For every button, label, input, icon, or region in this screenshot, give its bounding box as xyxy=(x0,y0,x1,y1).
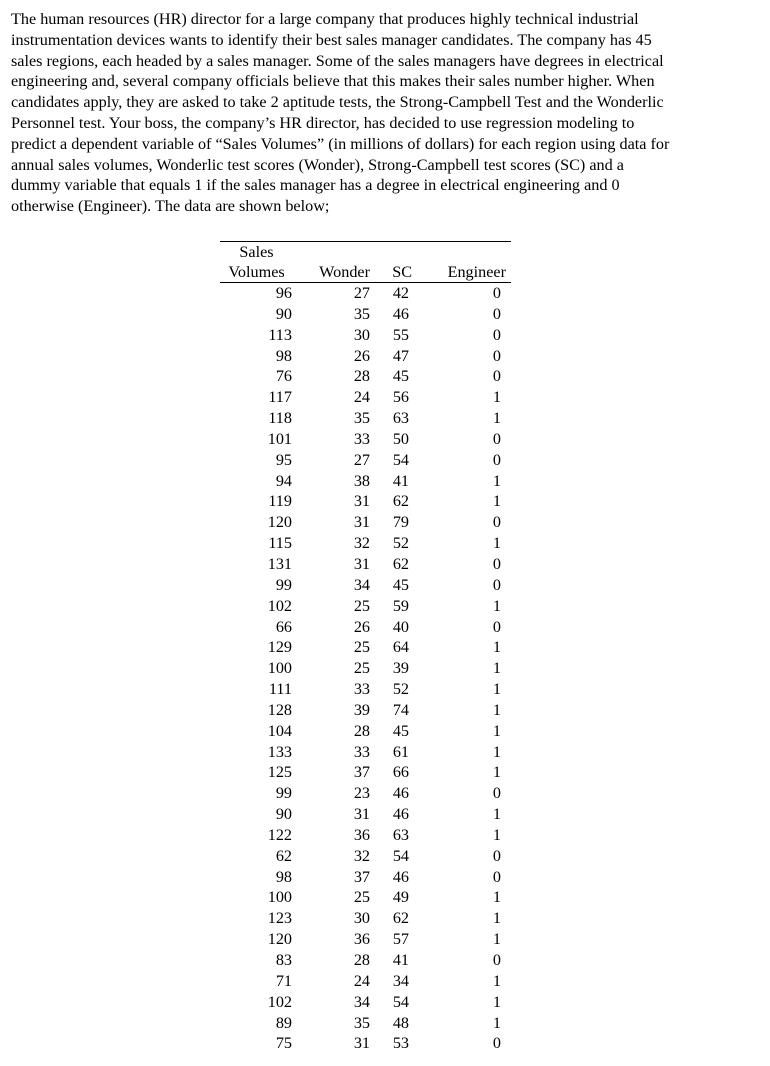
table-row xyxy=(220,387,511,408)
sc-cell: 57 xyxy=(392,930,409,949)
sc-cell: 63 xyxy=(392,409,409,428)
header-engineer: Engineer xyxy=(412,262,511,283)
table-row xyxy=(220,450,511,471)
sc-cell: 74 xyxy=(392,700,409,719)
sc-cell: 62 xyxy=(392,909,409,928)
sales-volume-cell: 120 xyxy=(267,930,292,949)
wonder-cell: 34 xyxy=(353,575,370,594)
sc-cell: 47 xyxy=(392,346,409,365)
header-sales-top: Sales xyxy=(239,243,274,261)
wonder-cell: 36 xyxy=(353,825,370,844)
sales-volume-cell: 99 xyxy=(275,575,292,594)
table-row xyxy=(220,366,511,387)
sales-volume-cell: 128 xyxy=(267,700,292,719)
sales-volume-cell: 111 xyxy=(268,680,292,699)
wonder-cell: 27 xyxy=(353,284,370,302)
sales-volume-cell: 133 xyxy=(267,742,292,761)
wonder-cell: 35 xyxy=(353,304,370,323)
sc-cell: 79 xyxy=(392,513,409,532)
engineer-cell: 1 xyxy=(492,763,501,782)
table-row xyxy=(220,721,511,742)
sales-volume-cell: 120 xyxy=(267,513,292,532)
sales-volume-cell: 62 xyxy=(275,846,292,865)
wonder-cell: 32 xyxy=(353,534,370,553)
sales-volume-cell: 89 xyxy=(275,1013,292,1032)
engineer-cell: 1 xyxy=(492,971,501,990)
table-row xyxy=(220,992,511,1013)
engineer-cell: 1 xyxy=(492,492,501,511)
table-row xyxy=(220,783,511,804)
sc-cell: 62 xyxy=(392,492,409,511)
table-row xyxy=(220,471,511,492)
engineer-cell: 1 xyxy=(492,700,501,719)
engineer-cell: 1 xyxy=(492,680,501,699)
wonder-cell: 33 xyxy=(353,742,370,761)
wonder-cell: 35 xyxy=(353,1013,370,1032)
table-row xyxy=(220,658,511,679)
wonder-cell: 24 xyxy=(353,388,370,407)
sc-cell: 54 xyxy=(392,846,409,865)
engineer-cell: 0 xyxy=(492,846,501,865)
sc-cell: 62 xyxy=(392,554,409,573)
header-wonder: Wonder xyxy=(293,262,371,283)
sales-volume-cell: 122 xyxy=(267,825,292,844)
table-row xyxy=(220,491,511,512)
wonder-cell: 36 xyxy=(353,930,370,949)
wonder-cell: 28 xyxy=(353,367,370,386)
sales-volume-cell: 96 xyxy=(275,284,292,302)
engineer-cell: 0 xyxy=(492,346,501,365)
table-row xyxy=(220,512,511,533)
sales-volume-cell: 100 xyxy=(267,659,292,678)
table-row xyxy=(220,283,511,304)
engineer-cell: 0 xyxy=(492,617,501,636)
sc-cell: 46 xyxy=(392,784,409,803)
sc-cell: 49 xyxy=(392,888,409,907)
engineer-cell: 1 xyxy=(492,825,501,844)
engineer-cell: 1 xyxy=(492,930,501,949)
sc-cell: 66 xyxy=(392,763,409,782)
wonder-cell: 24 xyxy=(353,971,370,990)
engineer-cell: 1 xyxy=(492,596,501,615)
sales-volume-cell: 131 xyxy=(267,554,292,573)
sc-cell: 45 xyxy=(392,367,409,386)
sales-volume-cell: 102 xyxy=(267,596,292,615)
table-row xyxy=(220,429,511,450)
sc-cell: 42 xyxy=(392,284,409,302)
sales-volume-cell: 66 xyxy=(275,617,292,636)
wonder-cell: 31 xyxy=(353,1034,370,1053)
table-row xyxy=(220,596,511,617)
wonder-cell: 26 xyxy=(353,617,370,636)
wonder-cell: 23 xyxy=(353,784,370,803)
sales-volume-cell: 94 xyxy=(275,471,292,490)
table-row xyxy=(220,742,511,763)
sc-cell: 45 xyxy=(392,721,409,740)
engineer-cell: 1 xyxy=(492,638,501,657)
table-row xyxy=(220,1033,511,1054)
engineer-cell: 0 xyxy=(492,325,501,344)
table-row xyxy=(220,637,511,658)
engineer-cell: 1 xyxy=(492,534,501,553)
table-row xyxy=(220,762,511,783)
sc-cell: 54 xyxy=(392,450,409,469)
wonder-cell: 25 xyxy=(353,888,370,907)
table-row xyxy=(220,950,511,971)
sc-cell: 41 xyxy=(392,471,409,490)
engineer-cell: 0 xyxy=(492,784,501,803)
sales-volume-cell: 90 xyxy=(275,805,292,824)
wonder-cell: 39 xyxy=(353,700,370,719)
engineer-cell: 1 xyxy=(492,888,501,907)
table-row xyxy=(220,408,511,429)
sales-volume-cell: 99 xyxy=(275,784,292,803)
wonder-cell: 31 xyxy=(353,513,370,532)
table-row xyxy=(220,533,511,554)
sc-cell: 46 xyxy=(392,805,409,824)
sc-cell: 55 xyxy=(392,325,409,344)
wonder-cell: 30 xyxy=(353,325,370,344)
table-row xyxy=(220,575,511,596)
wonder-cell: 33 xyxy=(353,429,370,448)
wonder-cell: 37 xyxy=(353,867,370,886)
sales-volume-cell: 75 xyxy=(275,1034,292,1053)
wonder-cell: 31 xyxy=(353,805,370,824)
sc-cell: 34 xyxy=(392,971,409,990)
table-body xyxy=(220,283,511,1055)
sc-cell: 61 xyxy=(392,742,409,761)
engineer-cell: 0 xyxy=(492,513,501,532)
table-row xyxy=(220,908,511,929)
table-row xyxy=(220,887,511,908)
sc-cell: 53 xyxy=(392,1034,409,1053)
sc-cell: 54 xyxy=(392,992,409,1011)
wonder-cell: 25 xyxy=(353,596,370,615)
engineer-cell: 1 xyxy=(492,409,501,428)
sales-volume-cell: 101 xyxy=(267,429,292,448)
engineer-cell: 1 xyxy=(492,909,501,928)
sales-volume-cell: 102 xyxy=(267,992,292,1011)
table-row xyxy=(220,867,511,888)
problem-statement: The human resources (HR) director for a large company that produces highly technical industrial instrumentation devices wants to identify their best sales manager candidates. The company has 45 sales regions, each headed by a sales manager. Some of the sales managers have degrees in electrical engineering and, several company officials believe that this makes their sales number higher. When candidates apply, they are asked to take 2 aptitude tests, the Strong-Campbell Test and the Wonderlic Personnel test. Your boss, the company’s HR director, has decided to use regression modeling to predict a dependent variable of “Sales Volumes” (in millions of dollars) for each region using data for annual sales volumes, Wonderlic test scores (Wonder), Strong-Campbell test scores (SC) and a dummy variable that equals 1 if the sales manager has a degree in electrical engineering and 0 otherwise (Engineer). The data are shown below; xyxy=(11,10,670,216)
sales-volume-cell: 95 xyxy=(275,450,292,469)
sc-cell: 45 xyxy=(392,575,409,594)
sc-cell: 48 xyxy=(392,1013,409,1032)
engineer-cell: 0 xyxy=(492,554,501,573)
wonder-cell: 28 xyxy=(353,721,370,740)
table-row xyxy=(220,846,511,867)
wonder-cell: 32 xyxy=(353,846,370,865)
header-sc: SC xyxy=(371,262,412,283)
sales-volume-cell: 119 xyxy=(268,492,292,511)
sc-cell: 64 xyxy=(392,638,409,657)
sc-cell: 59 xyxy=(392,596,409,615)
wonder-cell: 30 xyxy=(353,909,370,928)
sc-cell: 39 xyxy=(392,659,409,678)
table-row xyxy=(220,679,511,700)
engineer-cell: 1 xyxy=(492,721,501,740)
sc-cell: 40 xyxy=(392,617,409,636)
table-row xyxy=(220,929,511,950)
engineer-cell: 0 xyxy=(492,304,501,323)
wonder-cell: 28 xyxy=(353,951,370,969)
table-row xyxy=(220,971,511,992)
sales-volume-cell: 118 xyxy=(268,409,292,428)
engineer-cell: 1 xyxy=(492,805,501,824)
wonder-cell: 37 xyxy=(353,763,370,782)
table-row xyxy=(220,617,511,638)
sales-volume-cell: 90 xyxy=(275,304,292,323)
sc-cell: 46 xyxy=(392,304,409,323)
engineer-cell: 0 xyxy=(492,367,501,386)
wonder-cell: 34 xyxy=(353,992,370,1011)
sales-volume-cell: 71 xyxy=(275,971,292,990)
engineer-cell: 0 xyxy=(492,951,501,969)
sales-volume-cell: 115 xyxy=(268,534,292,553)
engineer-cell: 0 xyxy=(492,284,501,302)
sales-volume-cell: 83 xyxy=(275,951,292,969)
sales-volume-cell: 98 xyxy=(275,867,292,886)
wonder-cell: 35 xyxy=(353,409,370,428)
engineer-cell: 1 xyxy=(492,992,501,1011)
table-row xyxy=(220,1013,511,1034)
wonder-cell: 31 xyxy=(353,554,370,573)
wonder-cell: 26 xyxy=(353,346,370,365)
wonder-cell: 33 xyxy=(353,680,370,699)
table-row xyxy=(220,804,511,825)
engineer-cell: 1 xyxy=(492,742,501,761)
wonder-cell: 31 xyxy=(353,492,370,511)
sales-volume-cell: 123 xyxy=(267,909,292,928)
table-row xyxy=(220,325,511,346)
sales-volume-cell: 104 xyxy=(267,721,292,740)
engineer-cell: 0 xyxy=(492,450,501,469)
table-row xyxy=(220,554,511,575)
engineer-cell: 0 xyxy=(492,575,501,594)
engineer-cell: 1 xyxy=(492,388,501,407)
engineer-cell: 0 xyxy=(492,429,501,448)
sales-volume-cell: 98 xyxy=(275,346,292,365)
wonder-cell: 27 xyxy=(353,450,370,469)
sc-cell: 56 xyxy=(392,388,409,407)
sales-volume-cell: 125 xyxy=(267,763,292,782)
table-row xyxy=(220,304,511,325)
sc-cell: 52 xyxy=(392,534,409,553)
sc-cell: 41 xyxy=(392,951,409,969)
table-row xyxy=(220,346,511,367)
sales-volume-cell: 117 xyxy=(268,388,292,407)
wonder-cell: 38 xyxy=(353,471,370,490)
sales-volume-cell: 76 xyxy=(275,367,292,386)
engineer-cell: 0 xyxy=(492,867,501,886)
engineer-cell: 1 xyxy=(492,1013,501,1032)
sales-data-table xyxy=(220,241,511,1054)
sc-cell: 46 xyxy=(392,867,409,886)
header-sales-volumes: Volumes xyxy=(220,262,293,283)
sc-cell: 50 xyxy=(392,429,409,448)
wonder-cell: 25 xyxy=(353,638,370,657)
sc-cell: 52 xyxy=(392,680,409,699)
sales-volume-cell: 129 xyxy=(267,638,292,657)
sc-cell: 63 xyxy=(392,825,409,844)
table-row xyxy=(220,825,511,846)
sales-volume-cell: 100 xyxy=(267,888,292,907)
engineer-cell: 0 xyxy=(492,1034,501,1053)
engineer-cell: 1 xyxy=(492,471,501,490)
table-row xyxy=(220,700,511,721)
sales-volume-cell: 113 xyxy=(268,325,292,344)
wonder-cell: 25 xyxy=(353,659,370,678)
engineer-cell: 1 xyxy=(492,659,501,678)
